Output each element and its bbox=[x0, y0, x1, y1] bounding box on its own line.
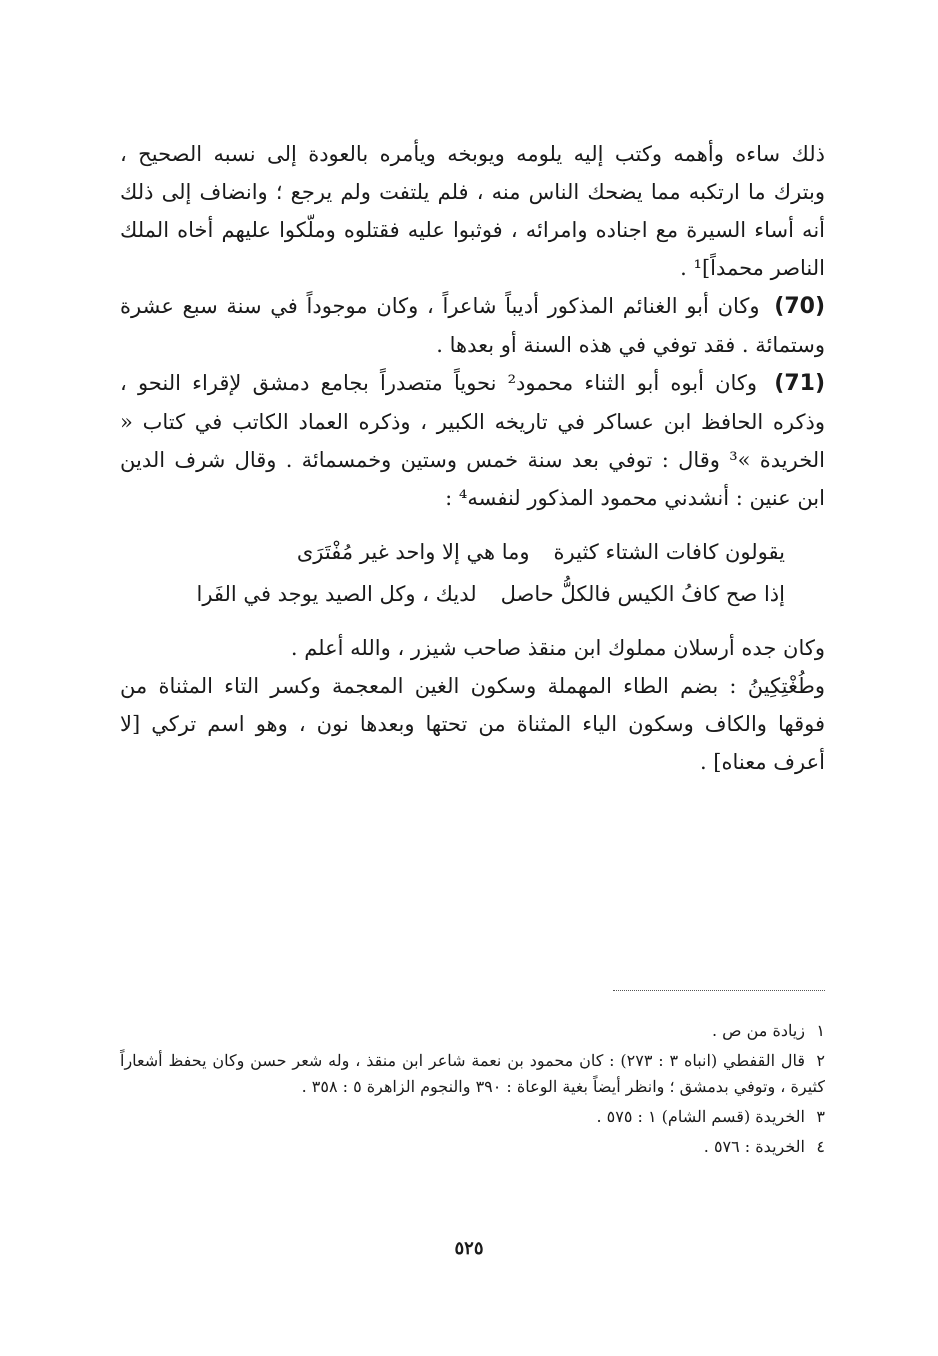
footnote-mark: ٣ bbox=[816, 1107, 825, 1126]
footnote-divider bbox=[613, 990, 825, 991]
paragraph-70 bbox=[120, 287, 825, 364]
verse-2-second-hemistich: لديك ، وكل الصيد يوجد في الفَرا bbox=[196, 582, 477, 606]
main-text bbox=[120, 135, 825, 781]
poem bbox=[120, 531, 825, 615]
footnote-text: الخريدة (قسم الشام) ١ : ٥٧٥ . bbox=[596, 1107, 805, 1126]
footnote bbox=[120, 1018, 825, 1044]
entry-number-71: (71) bbox=[774, 371, 825, 396]
verse-1-second-hemistich: وما هي إلا واحد غير مُفْتَرَى bbox=[296, 540, 530, 564]
footnotes bbox=[120, 1018, 825, 1164]
footnote-text: زيادة من ص . bbox=[712, 1021, 805, 1040]
verse-1 bbox=[120, 531, 825, 573]
verse-2 bbox=[120, 573, 825, 615]
footnote-text: الخريدة : ٥٧٦ . bbox=[703, 1137, 805, 1156]
footnote-text: قال القفطي (انباه ٣ : ٢٧٣) : كان محمود بن نعمة شاعر ابن منقذ ، وله شعر حسن وكان يحفظ أشعاراً كثيرة ، وتوفي بدمشق ؛ وانظر أيضاً بغية الوعاة : ٣٩٠ والنجوم الزاهرة ٥ : ٣٥٨ . bbox=[120, 1051, 825, 1096]
paragraph-71-text: وكان أبوه أبو الثناء محمود² نحوياً متصدراً بجامع دمشق لإقراء النحو ، وذكره الحافظ ابن عساكر في تاريخه الكبير ، وذكره العماد الكاتب في كتاب « الخريدة »³ وقال : توفي بعد سنة خمس وستين وخمسمائة . وقال شرف الدين ابن عنين : أنشدني محمود المذكور لنفسه⁴ : bbox=[120, 371, 825, 510]
footnote bbox=[120, 1134, 825, 1160]
verse-2-first-hemistich: إذا صح كافُ الكيس فالكلُّ حاصل bbox=[500, 582, 785, 606]
paragraph-71 bbox=[120, 364, 825, 517]
page-number: ٥٢٥ bbox=[454, 1238, 484, 1259]
paragraph-1: ذلك ساءه وأهمه وكتب إليه يلومه ويوبخه ويأمره بالعودة إلى نسبه الصحيح ، وبترك ما ارتكبه مما يضحك الناس منه ، فلم يلتفت ولم يرجع ؛ وانضاف إلى ذلك أنه أساء السيرة مع اجناده وامرائه ، فوثبوا عليه فقتلوه وملّكوا عليهم أخاه الملك الناصر محمداً]¹ . bbox=[120, 142, 825, 280]
entry-number-70: (70) bbox=[774, 294, 825, 319]
paragraph-70-text: وكان أبو الغنائم المذكور أديباً شاعراً ، وكان موجوداً في سنة سبع عشرة وستمائة . فقد توفي في هذه السنة أو بعدها . bbox=[120, 294, 825, 357]
footnote-mark: ٤ bbox=[816, 1137, 825, 1156]
footnote-mark: ٢ bbox=[816, 1051, 826, 1070]
footnote bbox=[120, 1104, 825, 1130]
paragraph-grandfather: وكان جده أرسلان مملوك ابن منقذ صاحب شيزر ، والله أعلم . bbox=[290, 636, 825, 660]
footnote-mark: ١ bbox=[816, 1021, 825, 1040]
paragraph-name-note: وطُغْتِكِينُ : بضم الطاء المهملة وسكون الغين المعجمة وكسر التاء المثناة من فوقها والكاف وسكون الياء المثناة من تحتها وبعدها نون ، وهو اسم تركي [لا أعرف معناه] . bbox=[120, 674, 825, 774]
footnote bbox=[120, 1048, 825, 1100]
verse-1-first-hemistich: يقولون كافات الشتاء كثيرة bbox=[553, 540, 785, 564]
